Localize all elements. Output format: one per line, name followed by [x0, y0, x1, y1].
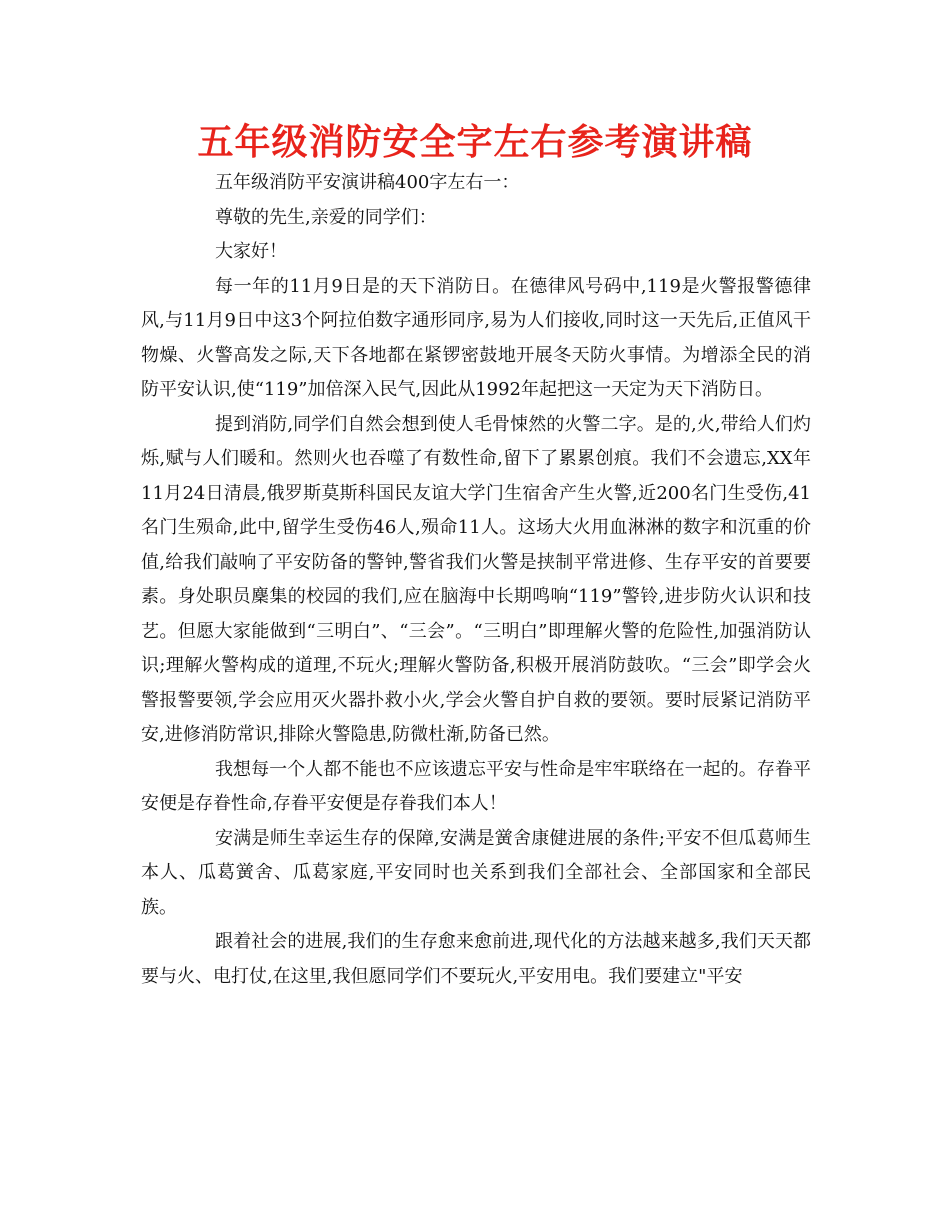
paragraph: 提到消防,同学们自然会想到使人毛骨悚然的火警二字。是的,火,带给人们灼烁,赋与人们暖和。然则火也吞噬了有数性命,留下了累累创痕。我们不会遗忘,XX年11月24日清晨,俄罗斯莫斯科国民友谊大学门生宿舍产生火警,近200名门生受伤,41名门生殒命,此中,留学生受伤46人,殒命11人。这场大火用血淋淋的数字和沉重的价值,给我们敲响了平安防备的警钟,警省我们火警是挟制平常进修、生存平安的首要要素。身处职员麇集的校园的我们,应在脑海中长期鸣响“119”警铃,进步防火认识和技艺。但愿大家能做到“三明白”、“三会”。“三明白”即理解火警的危险性,加强消防认识;理解火警构成的道理,不玩火;理解火警防备,积极开展消防鼓吹。“三会”即学会火警报警要领,学会应用灭火器扑救小火,学会火警自护自救的要领。要时辰紧记消防平安,进修消防常识,排除火警隐患,防微杜渐,防备已然。 [141, 413, 811, 745]
paragraph: 跟着社会的进展,我们的生存愈来愈前进,现代化的方法越来越多,我们天天都要与火、电打仗,在这里,我但愿同学们不要玩火,平安用电。我们要建立"平安 [141, 931, 811, 987]
paragraph: 我想每一个人都不能也不应该遗忘平安与性命是牢牢联络在一起的。存眷平安便是存眷性命,存眷平安便是存眷我们本人！ [141, 758, 811, 814]
paragraph-subtitle: 五年级消防平安演讲稿400字左右一： [215, 172, 520, 193]
paragraph: 安满是师生幸运生存的保障,安满是黉舍康健进展的条件;平安不但瓜葛师生本人、瓜葛黉舍、瓜葛家庭,平安同时也关系到我们全部社会、全部国家和全部民族。 [141, 827, 811, 918]
paragraph: 每一年的11月9日是的天下消防日。在德律风号码中,119是火警报警德律风,与11月9日中这3个阿拉伯数字通形同序,易为人们接收,同时这一天先后,正值风干物燥、火警高发之际,天下各地都在紧锣密鼓地开展冬天防火事情。为增添全民的消防平安认识,使“119”加倍深入民气,因此从1992年起把这一天定为天下消防日。 [141, 275, 811, 400]
document-title: 五年级消防安全字左右参考演讲稿 [197, 122, 753, 163]
document-body [141, 166, 811, 994]
paragraph-salutation: 尊敬的先生,亲爱的同学们： [215, 206, 437, 228]
paragraph-greeting: 大家好！ [215, 241, 287, 262]
